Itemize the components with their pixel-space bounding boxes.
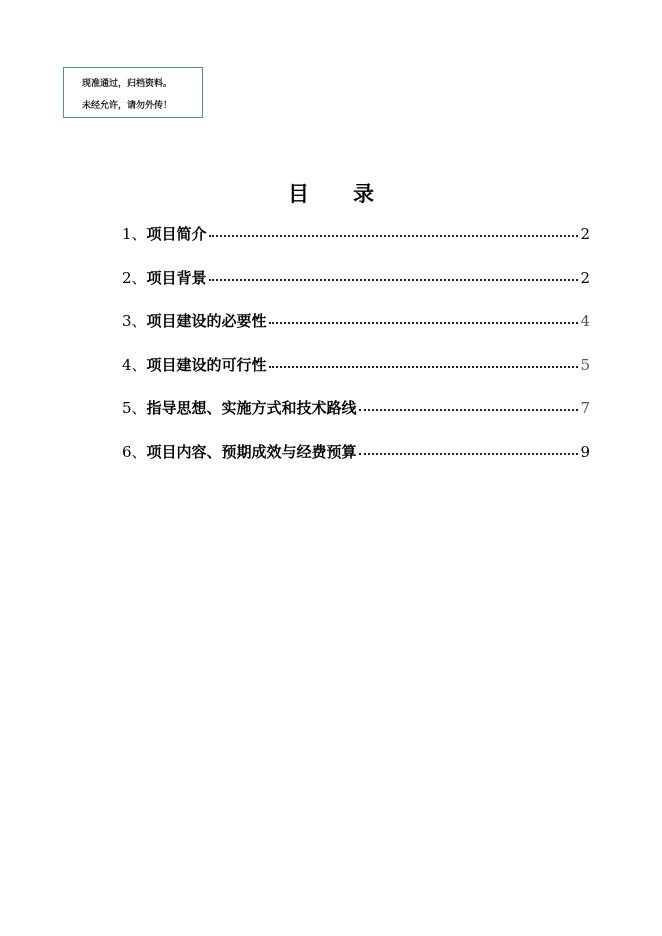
- toc-dot-leader: [209, 223, 578, 237]
- toc-entry-page: 4: [580, 312, 590, 330]
- toc-entry-number: 6、: [122, 442, 147, 461]
- toc-entry-title: 项目建设的必要性: [146, 312, 267, 330]
- stamp-line-1: 现准通过，归档资料。: [82, 79, 173, 89]
- toc-entry-number: 3、: [122, 312, 147, 330]
- toc-dot-leader: [269, 310, 578, 324]
- toc-dot-leader: [269, 354, 578, 368]
- toc-entry-page: 7: [580, 399, 590, 417]
- toc-entry-title: 项目建设的可行性: [146, 355, 267, 374]
- toc-dot-leader: [359, 397, 578, 411]
- toc-entry-number: 2、: [122, 268, 147, 287]
- toc-entry-number: 1、: [122, 225, 147, 243]
- approval-stamp: [63, 67, 203, 118]
- stamp-line-2: 未经允许，请勿外传！: [82, 101, 173, 111]
- toc-entry-3[interactable]: [122, 310, 590, 354]
- toc-entry-page: 2: [580, 225, 590, 243]
- toc-entry-title: 项目内容、预期成效与经费预算: [146, 442, 357, 461]
- toc-entry-title: 项目背景: [146, 268, 207, 287]
- title-char-1: 目: [288, 181, 309, 206]
- toc-dot-leader: [359, 441, 578, 455]
- toc-entry-4[interactable]: [122, 354, 590, 398]
- toc-entry-6[interactable]: [122, 441, 590, 485]
- toc-entry-title: 指导思想、实施方式和技术路线: [146, 399, 357, 417]
- toc-entry-page: 2: [580, 268, 590, 287]
- toc-entry-2[interactable]: [122, 267, 590, 311]
- toc-entry-title: 项目简介: [146, 225, 207, 243]
- toc-entry-5[interactable]: [122, 397, 590, 441]
- title-char-2: 录: [353, 181, 374, 206]
- toc-entry-number: 5、: [122, 399, 147, 417]
- toc-entry-page: 9: [580, 442, 590, 461]
- toc-dot-leader: [209, 267, 578, 281]
- toc-entry-number: 4、: [122, 355, 147, 374]
- table-of-contents: [122, 223, 590, 484]
- toc-entry-1[interactable]: [122, 223, 590, 267]
- page-title: [0, 178, 662, 208]
- toc-entry-page: 5: [580, 355, 590, 374]
